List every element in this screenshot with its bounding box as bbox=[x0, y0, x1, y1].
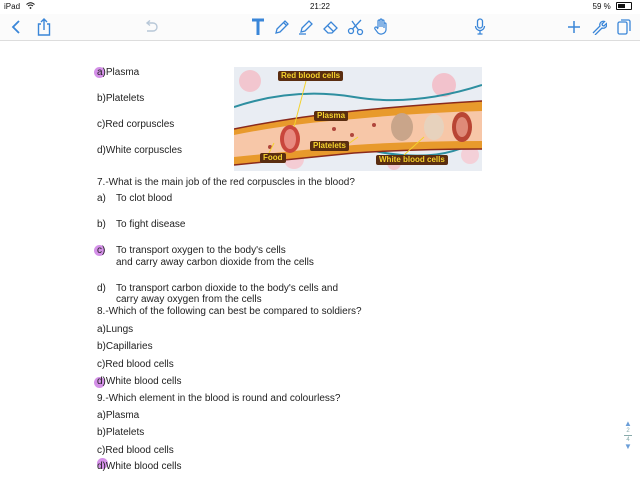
undo-icon[interactable] bbox=[140, 17, 162, 37]
q9-option-b[interactable]: b)Platelets bbox=[97, 427, 145, 438]
q7-option-c-letter[interactable]: c) bbox=[97, 245, 106, 256]
battery-icon bbox=[616, 2, 632, 10]
wrench-icon[interactable] bbox=[588, 17, 610, 37]
q7-option-a-letter[interactable]: a) bbox=[97, 193, 106, 204]
status-bar bbox=[0, 0, 640, 14]
hand-tool-icon[interactable] bbox=[370, 17, 392, 37]
q8-option-b[interactable]: b)Capillaries bbox=[97, 341, 153, 352]
q8-option-d[interactable]: d)White blood cells bbox=[97, 376, 182, 387]
page-current: 2 bbox=[626, 428, 630, 434]
q7-option-c-line1[interactable]: To transport oxygen to the body's cells bbox=[116, 245, 286, 256]
scissors-icon[interactable] bbox=[345, 17, 367, 37]
blood-vessel-illustration bbox=[234, 67, 482, 171]
q9-option-a[interactable]: a)Plasma bbox=[97, 410, 140, 421]
add-icon[interactable] bbox=[563, 17, 585, 37]
page-indicator bbox=[622, 420, 634, 451]
status-time: 21:22 bbox=[309, 2, 331, 11]
q7-option-c-line2[interactable]: and carry away carbon dioxide from the cells bbox=[116, 257, 314, 268]
pages-icon[interactable] bbox=[613, 17, 635, 37]
page-total: 4 bbox=[626, 437, 630, 443]
q7-option-a[interactable]: To clot blood bbox=[116, 193, 173, 204]
q7-question: 7.-What is the main job of the red corpuscles in the blood? bbox=[97, 177, 355, 188]
pen-icon[interactable] bbox=[271, 17, 293, 37]
q8-question: 8.-Which of the following can best be compared to soldiers? bbox=[97, 306, 362, 317]
q6-option-c[interactable]: c)Red corpuscles bbox=[97, 119, 175, 130]
label-white-blood-cells: White blood cells bbox=[376, 155, 448, 165]
q7-option-d-line2[interactable]: carry away oxygen from the cells bbox=[116, 294, 262, 305]
text-tool-icon[interactable] bbox=[247, 17, 269, 37]
toolbar bbox=[0, 14, 640, 41]
highlighter-icon[interactable] bbox=[295, 17, 317, 37]
q6-option-b[interactable]: b)Platelets bbox=[97, 93, 145, 104]
q7-option-d-line1[interactable]: To transport carbon dioxide to the body's cells and bbox=[116, 283, 339, 294]
page-up-icon[interactable]: ▲ bbox=[624, 419, 632, 428]
q8-option-c[interactable]: c)Red blood cells bbox=[97, 359, 174, 370]
q9-option-d[interactable]: d)White blood cells bbox=[97, 461, 182, 472]
q7-option-b-letter[interactable]: b) bbox=[97, 219, 106, 230]
eraser-icon[interactable] bbox=[320, 17, 342, 37]
q9-question: 9.-Which element in the blood is round and colourless? bbox=[97, 393, 341, 404]
page-down-icon[interactable]: ▼ bbox=[624, 442, 632, 451]
microphone-icon[interactable] bbox=[469, 17, 491, 37]
q7-option-d-letter[interactable]: d) bbox=[97, 283, 106, 294]
back-chevron-icon[interactable] bbox=[5, 17, 27, 37]
label-platelets: Platelets bbox=[310, 141, 349, 151]
q8-option-a[interactable]: a)Lungs bbox=[97, 324, 134, 335]
share-icon[interactable] bbox=[33, 17, 55, 37]
label-plasma: Plasma bbox=[314, 111, 348, 121]
q6-option-d[interactable]: d)White corpuscles bbox=[97, 145, 183, 156]
label-food: Food bbox=[260, 153, 286, 163]
battery-percent: 59 % bbox=[592, 2, 611, 11]
page-divider bbox=[624, 435, 632, 436]
device-name: iPad bbox=[4, 2, 21, 11]
status-right bbox=[593, 2, 632, 11]
q9-option-c[interactable]: c)Red blood cells bbox=[97, 445, 174, 456]
label-red-blood-cells: Red blood cells bbox=[278, 71, 343, 81]
q7-option-b[interactable]: To fight disease bbox=[116, 219, 186, 230]
q6-option-a[interactable]: a)Plasma bbox=[97, 67, 140, 78]
